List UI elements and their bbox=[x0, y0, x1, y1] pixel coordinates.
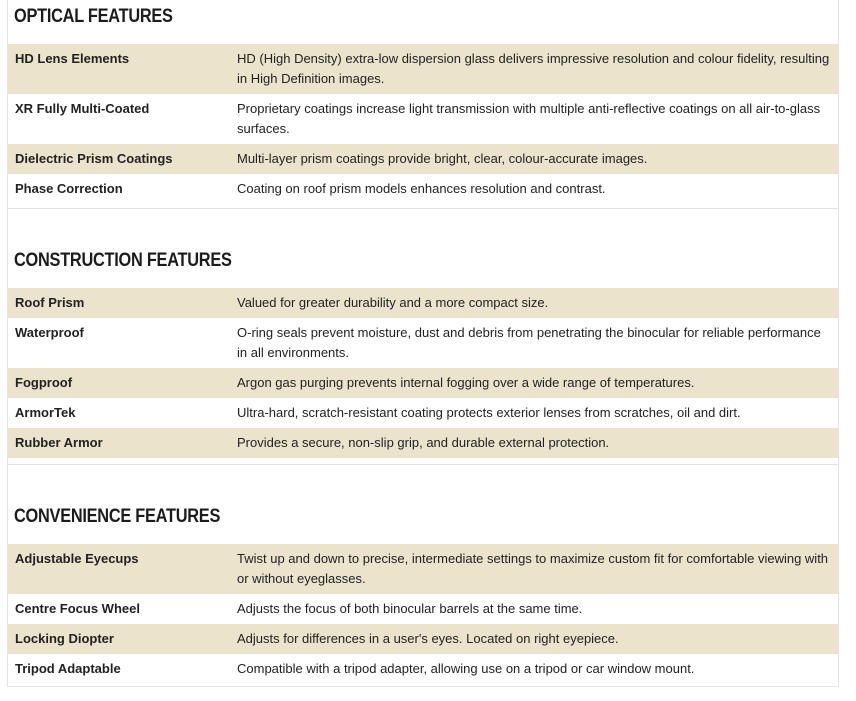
feature-description: Compatible with a tripod adapter, allowing use on a tripod or car window mount. bbox=[237, 661, 695, 676]
feature-name: Dielectric Prism Coatings bbox=[8, 144, 230, 174]
feature-name: Centre Focus Wheel bbox=[15, 601, 140, 616]
feature-name: Tripod Adaptable bbox=[15, 661, 121, 676]
table-row bbox=[8, 428, 838, 458]
feature-name: Phase Correction bbox=[15, 181, 123, 196]
features-table bbox=[8, 544, 838, 684]
feature-name: Fogproof bbox=[8, 368, 230, 398]
table-row bbox=[8, 654, 838, 684]
section-title: CONVENIENCE FEATURES bbox=[14, 506, 221, 527]
feature-description: Twist up and down to precise, intermediate settings to maximize custom fit for comfortable viewing with or without eyeglasses. bbox=[230, 544, 838, 594]
feature-description: Multi-layer prism coatings provide bright, clear, colour-accurate images. bbox=[230, 144, 838, 174]
table-row bbox=[8, 624, 838, 654]
table-row bbox=[8, 398, 838, 428]
feature-name: XR Fully Multi-Coated bbox=[15, 101, 150, 116]
feature-name: Rubber Armor bbox=[8, 428, 230, 458]
feature-description: Valued for greater durability and a more compact size. bbox=[230, 288, 838, 318]
feature-description: Coating on roof prism models enhances resolution and contrast. bbox=[237, 181, 606, 196]
table-row bbox=[8, 144, 838, 174]
table-row bbox=[8, 368, 838, 398]
table-row bbox=[8, 544, 838, 594]
table-row bbox=[8, 318, 838, 368]
convenience-features-section bbox=[7, 465, 839, 687]
feature-name: ArmorTek bbox=[15, 405, 76, 420]
feature-description: Ultra-hard, scratch-resistant coating protects exterior lenses from scratches, oil and dirt. bbox=[237, 405, 741, 420]
features-table bbox=[8, 44, 838, 204]
feature-description: HD (High Density) extra-low dispersion glass delivers impressive resolution and colour fidelity, resulting in High Definition images. bbox=[230, 44, 838, 94]
feature-name: Locking Diopter bbox=[8, 624, 230, 654]
feature-name: HD Lens Elements bbox=[8, 44, 230, 94]
feature-description: Argon gas purging prevents internal fogging over a wide range of temperatures. bbox=[230, 368, 838, 398]
feature-name: Adjustable Eyecups bbox=[8, 544, 230, 594]
feature-description: Provides a secure, non-slip grip, and durable external protection. bbox=[230, 428, 838, 458]
table-row bbox=[8, 174, 838, 204]
feature-name: Roof Prism bbox=[8, 288, 230, 318]
table-row bbox=[8, 94, 838, 144]
table-row bbox=[8, 44, 838, 94]
section-title: CONSTRUCTION FEATURES bbox=[14, 250, 232, 271]
section-title: OPTICAL FEATURES bbox=[14, 6, 173, 27]
feature-description: Proprietary coatings increase light transmission with multiple anti-reflective coatings on all air-to-glass surfaces. bbox=[237, 101, 821, 136]
feature-name: Waterproof bbox=[15, 325, 84, 340]
optical-features-section bbox=[7, 0, 839, 209]
feature-description: Adjusts for differences in a user's eyes. Located on right eyepiece. bbox=[230, 624, 838, 654]
features-table bbox=[8, 288, 838, 458]
construction-features-section bbox=[7, 209, 839, 465]
feature-description: Adjusts the focus of both binocular barrels at the same time. bbox=[237, 601, 583, 616]
table-row bbox=[8, 594, 838, 624]
feature-description: O-ring seals prevent moisture, dust and debris from penetrating the binocular for reliable performance in all environments. bbox=[237, 325, 821, 360]
table-row bbox=[8, 288, 838, 318]
